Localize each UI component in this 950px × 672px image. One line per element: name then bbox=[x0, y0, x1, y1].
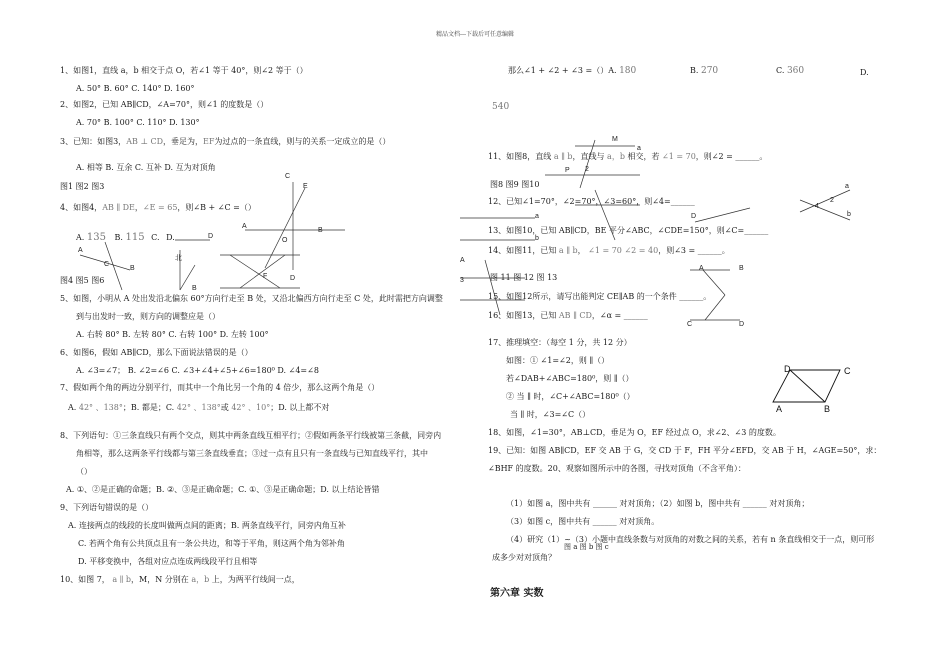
question-15: 15、如图12所示，请写出能判定 CE∥AB 的一个条件 ______。 bbox=[488, 292, 712, 301]
fig17-label-a: A bbox=[776, 404, 783, 414]
fig10-line-1 bbox=[595, 190, 615, 240]
question-9-option-c: C. 若两个角有公共顶点且有一条公共边，和等于平角，则这两个角为邻补角 bbox=[78, 539, 345, 548]
q10-expr: a ∥ b bbox=[112, 575, 132, 584]
fig3-label-e: E bbox=[303, 183, 308, 190]
figure-labels-2: 图4 图5 图6 bbox=[60, 276, 105, 285]
figure-labels-a: 图8 图9 图10 bbox=[490, 180, 540, 189]
question-3 bbox=[60, 137, 390, 146]
q7-or: 或 bbox=[220, 403, 229, 412]
left-geometry-figures bbox=[60, 170, 480, 310]
question-3-options: A. 相等 B. 互余 C. 互补 D. 互为对顶角 bbox=[76, 163, 216, 172]
q11-mid: ，直线与 bbox=[572, 152, 605, 161]
question-20-3: （3）如图 c，图中共有 ______ 对对顶角。 bbox=[506, 517, 660, 526]
question-20-5: 成多少对对顶角？ bbox=[492, 553, 556, 562]
q7-opt-d-value: 42° 、10° bbox=[231, 403, 271, 412]
fig17-label-d: D bbox=[784, 364, 791, 374]
q4-e: ∠E = 65 bbox=[142, 203, 178, 212]
fig4-label-b: B bbox=[130, 265, 135, 272]
r0-opt-b: B. bbox=[690, 66, 699, 75]
question-9-option-a: A. 连接两点的线段的长度叫做两点间的距离；B. 两条直线平行，同旁内角互补 bbox=[68, 521, 346, 530]
q4-expr: AB ∥ DE bbox=[102, 203, 135, 212]
q11-ab2: a，b bbox=[607, 152, 625, 161]
fig11-label-a: A bbox=[460, 257, 465, 264]
q11-text: 11、如图8，直线 bbox=[488, 152, 552, 161]
fig-d-label: D bbox=[691, 213, 697, 220]
fig3-label-o: O bbox=[282, 237, 288, 244]
question-7-options bbox=[68, 403, 329, 412]
q4-opt-a: A. bbox=[76, 233, 85, 242]
question-20-1-2: （1）如图 a，图中共有 ______ 对对顶角；（2）如图 b，图中共有 ______ 对对顶角； bbox=[506, 499, 810, 508]
fig3-label-c: C bbox=[285, 173, 291, 180]
q4-opt-b-value: 115 bbox=[125, 232, 145, 243]
fig-ab-label-b: b bbox=[847, 211, 851, 218]
fig17-labels bbox=[760, 360, 870, 420]
fig8-label-a: a bbox=[637, 145, 641, 152]
fig-ab-label-a: a bbox=[845, 183, 849, 190]
q10-ab: a，b bbox=[191, 575, 210, 584]
q7-opt-a-value: 42° 、138° bbox=[78, 403, 123, 412]
question-17: 17、推理填空：（每空 1 分，共 12 分） bbox=[488, 338, 632, 347]
question-17-c: ② 当 ∥ 时，∠C+∠ABC=180⁰（） bbox=[506, 392, 635, 401]
question-2: 2、如图2，已知 AB∥CD，∠A=70°，则∠1 的度数是（） bbox=[60, 100, 269, 109]
question-17-b: 若∠DAB+∠ABC=180⁰，则 ∥（） bbox=[506, 374, 634, 383]
q7-end: ；D. 以上都不对 bbox=[270, 403, 330, 412]
q16-expr: AB ∥ CD bbox=[558, 311, 592, 320]
fig3-line-ef bbox=[265, 188, 305, 268]
r0-opt-d: D. bbox=[860, 68, 869, 77]
question-6: 6、如图6，假如 AB∥CD，那么下面说法错误的是（） bbox=[60, 348, 253, 357]
q10-end: 上，为两平行线间一点， bbox=[211, 575, 300, 584]
fig8-label-m: M bbox=[612, 136, 618, 143]
q14-ab: a ∥ b bbox=[558, 246, 578, 255]
r0-opt-b-group bbox=[690, 66, 718, 76]
question-19: 19、已知：如图 AB∥CD，EF 交 AB 于 G，交 CD 于 F，FH 平分∠EFD，交 AB 于 H，∠AGE=50°，求： bbox=[488, 446, 882, 455]
q16-end: ，∠α = ______ bbox=[591, 311, 648, 320]
fig17-diag bbox=[790, 370, 825, 402]
question-17-d: 当 ∥ 时，∠3=∠C（） bbox=[510, 410, 591, 419]
q16-text: 16、如图13，已知 bbox=[488, 311, 557, 320]
fig13-label-a: A bbox=[699, 265, 704, 272]
fig8-transversal bbox=[580, 140, 595, 188]
question-6-options: A. ∠3=∠7； B. ∠2=∠6 C. ∠3+∠4+∠5+∠6=180⁰ D. ∠4=∠8 bbox=[76, 366, 319, 375]
q4-opt-c: C. bbox=[151, 233, 160, 242]
question-5-line-2: 到与出发时一致，则方向的调整应是（） bbox=[76, 312, 220, 321]
q14-mid: ， bbox=[577, 246, 586, 255]
question-7: 7、假如两个角的两边分别平行，而其中一个角比另一个角的 4 倍少，那么这两个角是（） bbox=[60, 383, 380, 392]
left-column bbox=[60, 0, 470, 672]
q3-expr: AB ⊥ CD bbox=[126, 137, 163, 146]
question-8: 8、下列语句：①三条直线只有两个交点，则其中两条直线互相平行；②假如两条平行线被第三条截，同旁内 bbox=[60, 431, 442, 440]
r0-opt-b-value: 270 bbox=[700, 66, 719, 76]
fig8-label-2: 2 bbox=[585, 166, 589, 173]
fig3-label-d: D bbox=[290, 275, 296, 282]
fig13-zigzag-2 bbox=[705, 295, 725, 320]
q3-text: 3、已知：如图3， bbox=[60, 137, 127, 146]
q4-end: ，则∠B + ∠C =（） bbox=[177, 203, 256, 212]
question-10-continued bbox=[508, 66, 636, 76]
q10-text: 10、如图 7， bbox=[60, 575, 110, 584]
r0-opt-d-value: 540 bbox=[492, 102, 510, 112]
question-5: 5、如图，小明从 A 处出发沿北偏东 60°方向行走至 B 处，又沿北偏西方向行走至 C 处，此时需把方向调整 bbox=[60, 294, 443, 303]
fig13-label-c: C bbox=[687, 321, 693, 328]
fig3-label-f: F bbox=[263, 273, 268, 280]
q4-opt-d: D. bbox=[166, 233, 175, 242]
fig17-label-b: B bbox=[824, 404, 831, 414]
fig3-label-a: A bbox=[242, 223, 247, 230]
question-9: 9、下列语句错误的是（） bbox=[60, 503, 154, 512]
question-19-line-2: ∠BHF 的度数。20、观察如图所示中的各图，寻找对顶角（不含平角）： bbox=[488, 464, 746, 473]
page-header: 精品文档---下载后可任意编辑 bbox=[435, 31, 515, 38]
fig5-label-north: 北 bbox=[175, 255, 182, 262]
fig6-transversal-1 bbox=[230, 255, 280, 288]
figure-labels-b: 图 11 图 12 图 13 bbox=[490, 273, 558, 282]
fig-ab-label-4: 4 bbox=[815, 203, 819, 210]
q14-text: 14、如图11，已知 bbox=[488, 246, 557, 255]
question-13: 13、如图10，已知 AB∥CD，BE 平分∠ABC，∠CDE=150°，则∠C=______ bbox=[488, 226, 769, 235]
q11-ab: a ∥ b bbox=[553, 152, 573, 161]
q14-angle-1: ∠1 = 70 bbox=[588, 246, 622, 255]
q11-end: ，则∠2 = ______。 bbox=[695, 152, 768, 161]
question-10 bbox=[60, 575, 300, 584]
r0-opt-c: C. bbox=[776, 66, 785, 75]
fig11-transversal bbox=[485, 260, 500, 315]
r0-opt-a-value: 180 bbox=[619, 66, 637, 76]
fig4-label-c: C bbox=[104, 261, 110, 268]
question-1: 1、如图1，直线 a，b 相交于点 O，若∠1 等于 40°，则∠2 等于（） bbox=[60, 66, 308, 75]
q3-mid: ，垂足为， bbox=[163, 137, 203, 146]
fig13-zigzag-1 bbox=[703, 270, 725, 295]
chapter-title: 第六章 实数 bbox=[490, 588, 544, 599]
figure-labels-abc: 图 a 图 b 图 c bbox=[564, 543, 609, 551]
q4-mid: ， bbox=[134, 203, 143, 212]
fig-ab-label-2: 2 bbox=[830, 197, 834, 204]
q4-text: 4、如图4， bbox=[60, 203, 103, 212]
question-8-line-2: 角相等，那么这两条平行线都与第三条直线垂直；③过一点有且只有一条直线与已知直线平行，其中 bbox=[76, 449, 428, 458]
q4-opt-b: B. bbox=[114, 233, 123, 242]
fig-d-line bbox=[695, 208, 750, 222]
question-2-options: A. 70° B. 100° C. 110° D. 130° bbox=[76, 118, 200, 127]
fig11-label-3: 3 bbox=[460, 277, 464, 284]
q11-angle: ∠1 = 70 bbox=[662, 152, 696, 161]
question-18: 18、如图，∠1=30°，AB⊥CD，垂足为 O，EF 经过点 O，求∠2、∠3 的度数。 bbox=[488, 428, 781, 437]
q7-opt-c-value: 42° 、138° bbox=[176, 403, 221, 412]
fig4-label-a: A bbox=[78, 247, 83, 254]
q14-end: ，则∠3 = ______。 bbox=[658, 246, 730, 255]
fig9-label-b: b bbox=[535, 235, 539, 242]
figure-labels-1: 图1 图2 图3 bbox=[60, 182, 105, 191]
fig13-label-d: D bbox=[739, 321, 745, 328]
question-5-options: A. 右转 80° B. 左转 80° C. 右转 100° D. 左转 100° bbox=[76, 330, 269, 339]
q7-opt-b: ；B. 都是；C. bbox=[122, 403, 175, 412]
question-9-option-d: D. 平移变换中，各组对应点连成两线段平行且相等 bbox=[78, 557, 258, 566]
fig-ab-line-b bbox=[800, 200, 850, 220]
r0-text: 那么∠1 + ∠2 + ∠3 =（）A. bbox=[508, 66, 617, 75]
fig17-label-c: C bbox=[844, 366, 851, 376]
question-12: 12、已知∠1=70°，∠2=70°，∠3=60°，则∠4=______ bbox=[488, 197, 695, 206]
fig6-transversal-2 bbox=[240, 255, 285, 288]
fig17-outline bbox=[773, 370, 840, 402]
q4-opt-a-value: 135 bbox=[86, 232, 106, 243]
question-1-options: A. 50° B. 60° C. 140° D. 160° bbox=[76, 84, 195, 93]
q14-angle-2: ∠2 = 40 bbox=[624, 246, 659, 255]
q10-mid: ，M，N 分别在 bbox=[131, 575, 189, 584]
fig13-label-b: B bbox=[739, 265, 744, 272]
r0-opt-c-value: 360 bbox=[786, 66, 805, 76]
question-8-options: A. ①、②是正确的命题；B. ②、③是正确命题；C. ①、③是正确命题；D. 以上结论皆错 bbox=[66, 485, 380, 494]
fig4-label-d: D bbox=[208, 233, 214, 240]
right-geometry-figures bbox=[455, 130, 875, 340]
question-8-line-3: （） bbox=[76, 467, 92, 476]
r0-opt-c-group bbox=[776, 66, 804, 76]
question-20-4: （4）研究（1）~（3）小题中直线条数与对顶角的对数之间的关系，若有 n 条直线相交于一点，则可形 bbox=[506, 535, 875, 544]
fig-ab-line-a bbox=[800, 190, 850, 212]
fig8-label-p: P bbox=[565, 167, 570, 174]
fig3-label-b: B bbox=[318, 227, 323, 234]
fig5-label-b: B bbox=[192, 285, 197, 292]
fig9-label-a: a bbox=[535, 213, 539, 220]
q3-end: 为过点的一条直线，则与的关系一定成立的是（） bbox=[214, 137, 391, 146]
q11-mid2: 相交，若 bbox=[627, 152, 660, 161]
q3-ef: EF bbox=[203, 137, 215, 146]
question-17-a: 如图：① ∠1=∠2，则 ∥（） bbox=[506, 356, 610, 365]
q7-opt-a: A. bbox=[68, 403, 77, 412]
